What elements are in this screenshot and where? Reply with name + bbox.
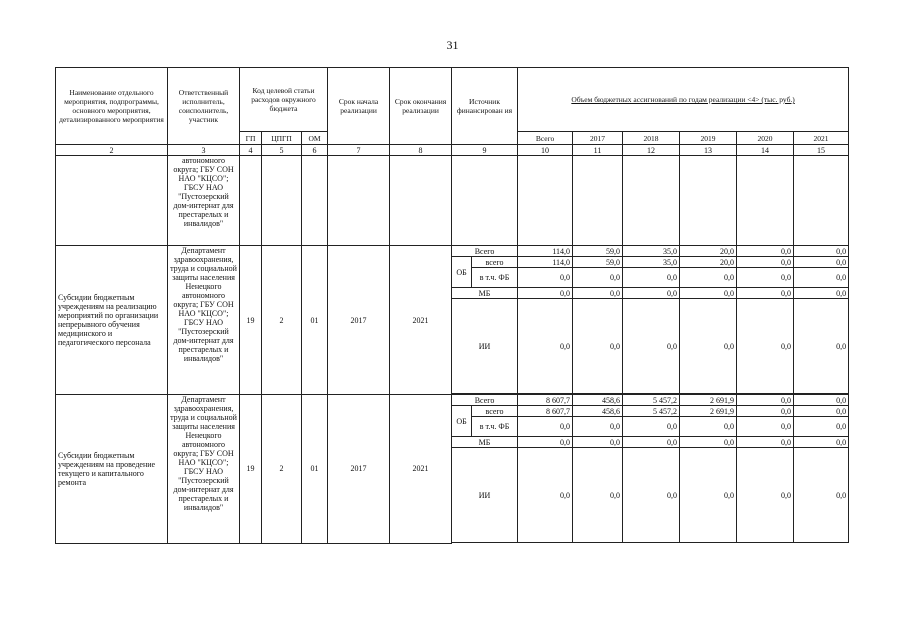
value-cell: 20,0 [680,257,737,268]
value-cell: 458,6 [573,395,623,406]
value-cell: 0,0 [737,448,794,543]
value-cell: 0,0 [518,437,573,448]
table-row [56,395,849,406]
value-cell: 0,0 [737,268,794,288]
value-cell: 0,0 [794,268,849,288]
activity-name: Субсидии бюджетным учреждениям на реализацию мероприятий по организации непрерывного обучения медицинского и педагогического персонала [56,246,168,395]
col-number: 3 [168,145,240,156]
value-cell: 0,0 [518,417,573,437]
source-label: в т.ч. ФБ [472,268,518,288]
value-cell: 458,6 [573,406,623,417]
value-cell: 0,0 [573,268,623,288]
value-cell: 0,0 [737,395,794,406]
value-cell: 0,0 [623,288,680,299]
end-year: 2021 [390,246,452,395]
budget-table-sheet [55,67,848,567]
code-om: 01 [302,246,328,395]
value-cell: 0,0 [623,299,680,394]
start-year: 2017 [328,395,390,544]
source-label: всего [472,406,518,417]
value-cell: 59,0 [573,257,623,268]
header-name: Наименование отдельного мероприятия, подпрограммы, основного мероприятия, детализированного мероприятия [56,68,168,145]
header-total: Всего [518,132,573,145]
value-cell: 0,0 [518,299,573,394]
code-ptsp: 2 [262,395,302,544]
value-cell: 59,0 [573,246,623,257]
value-cell: 0,0 [573,288,623,299]
source-label: в т.ч. ФБ [472,417,518,437]
value-cell: 0,0 [794,417,849,437]
source-label: ОБ [452,257,472,288]
col-number: 4 [240,145,262,156]
value-cell: 114,0 [518,246,573,257]
page-number: 31 [446,38,459,52]
end-year: 2021 [390,395,452,544]
col-number: 10 [518,145,573,156]
value-cell: 0,0 [623,417,680,437]
value-cell: 0,0 [737,437,794,448]
value-cell: 35,0 [623,246,680,257]
header-executor: Ответственный исполнитель, соисполнитель, участник [168,68,240,145]
header-start: Срок начала реализации [328,68,390,145]
value-cell: 5 457,2 [623,406,680,417]
code-gp: 19 [240,395,262,544]
value-cell: 0,0 [794,437,849,448]
value-cell: 2 691,9 [680,395,737,406]
source-label: ИИ [452,448,518,543]
col-number: 13 [680,145,737,156]
activity-name: Субсидии бюджетным учреждениям на проведение текущего и капитального ремонта [56,395,168,544]
code-ptsp: 2 [262,246,302,395]
header-code: Код целевой статьи расходов окружного бюджета [240,68,328,132]
value-cell: 0,0 [794,448,849,543]
source-label: Всего [452,246,518,257]
value-cell: 20,0 [680,246,737,257]
budget-table [55,67,849,544]
value-cell: 0,0 [680,268,737,288]
value-cell: 0,0 [737,417,794,437]
header-budget: Объем бюджетных ассигнований по годам реализации <4> (тыс. руб.) [518,68,849,132]
value-cell: 0,0 [737,406,794,417]
source-label: ИИ [452,299,518,394]
value-cell: 8 607,7 [518,406,573,417]
value-cell: 0,0 [680,417,737,437]
source-label: Всего [452,395,518,406]
value-cell: 0,0 [573,448,623,543]
value-cell: 0,0 [680,288,737,299]
header-year: 2018 [623,132,680,145]
value-cell: 0,0 [794,299,849,394]
value-cell: 0,0 [737,246,794,257]
value-cell: 0,0 [680,448,737,543]
header-end: Срок окончания реализации [390,68,452,145]
value-cell: 35,0 [623,257,680,268]
value-cell: 0,0 [737,257,794,268]
source-label: МБ [452,288,518,299]
col-number: 8 [390,145,452,156]
col-number: 2 [56,145,168,156]
col-number: 12 [623,145,680,156]
value-cell: 0,0 [518,268,573,288]
col-number: 6 [302,145,328,156]
table-row [56,246,849,257]
value-cell: 0,0 [680,299,737,394]
value-cell: 0,0 [737,288,794,299]
header-year: 2019 [680,132,737,145]
col-number: 11 [573,145,623,156]
header-year: 2020 [737,132,794,145]
header-om: ОМ [302,132,328,145]
col-number: 5 [262,145,302,156]
value-cell: 0,0 [573,299,623,394]
col-number: 9 [452,145,518,156]
value-cell: 0,0 [623,437,680,448]
header-source: Источник финансирован ия [452,68,518,145]
header-year: 2021 [794,132,849,145]
col-number: 7 [328,145,390,156]
value-cell: 0,0 [518,448,573,543]
value-cell: 0,0 [794,288,849,299]
value-cell: 0,0 [623,448,680,543]
activity-executor: Департамент здравоохранения, труда и социальной защиты населения Ненецкого автономного округа; ГБУ СОН НАО "КЦСО"; ГБСУ НАО "Пустозерский дом-интернат для престарелых и инвалидов" [168,395,240,544]
value-cell: 8 607,7 [518,395,573,406]
source-label: МБ [452,437,518,448]
header-year: 2017 [573,132,623,145]
source-label: всего [472,257,518,268]
header-ptsp: ЦПГП [262,132,302,145]
code-gp: 19 [240,246,262,395]
col-number: 15 [794,145,849,156]
continuation-row [56,156,849,246]
value-cell: 0,0 [794,257,849,268]
col-number: 14 [737,145,794,156]
value-cell: 2 691,9 [680,406,737,417]
activity-executor: Департамент здравоохранения, труда и социальной защиты населения Ненецкого автономного округа; ГБУ СОН НАО "КЦСО"; ГБСУ НАО "Пустозерский дом-интернат для престарелых и инвалидов" [168,246,240,395]
value-cell: 0,0 [737,299,794,394]
header-gp: ГП [240,132,262,145]
value-cell: 5 457,2 [623,395,680,406]
value-cell: 0,0 [623,268,680,288]
value-cell: 0,0 [680,437,737,448]
value-cell: 0,0 [518,288,573,299]
start-year: 2017 [328,246,390,395]
continuation-executor: автономного округа; ГБУ СОН НАО "КЦСО"; ГБСУ НАО "Пустозерский дом-интернат для престарелых и инвалидов" [168,156,240,246]
value-cell: 0,0 [573,437,623,448]
value-cell: 0,0 [573,417,623,437]
code-om: 01 [302,395,328,544]
value-cell: 0,0 [794,395,849,406]
source-label: ОБ [452,406,472,437]
value-cell: 0,0 [794,246,849,257]
value-cell: 114,0 [518,257,573,268]
value-cell: 0,0 [794,406,849,417]
